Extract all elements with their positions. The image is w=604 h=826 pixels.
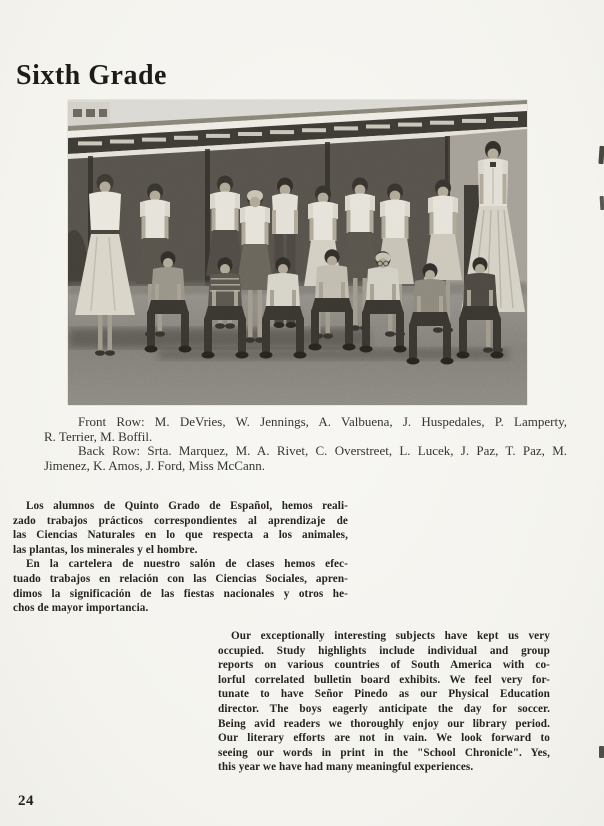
- class-photo-illustration: [68, 100, 527, 405]
- scan-artifact-3: [599, 746, 604, 758]
- caption-back-row: Back Row: Srta. Marquez, M. A. Rivet, C. Overstreet, L. Lucek, J. Paz, T. Paz, M. Jimenez, K. Amos, J. Ford, Miss McCann.: [44, 443, 567, 473]
- photo-grain: [68, 100, 527, 405]
- caption-front-row: Front Row: M. DeVries, W. Jennings, A. Valbuena, J. Huspedales, P. Lamperty, R. Terrier, M. Boffil.: [44, 414, 567, 444]
- spanish-paragraph-1: Los alumnos de Quinto Grado de Español, hemos reali- zado trabajos prácticos correspondientes al aprendizaje de las Ciencias Naturales en lo que respecta a los animales, las plantas, los minerales y el hombre.: [13, 500, 348, 556]
- scan-artifact-1: [598, 146, 604, 164]
- class-photo: [68, 100, 527, 405]
- english-paragraph: Our exceptionally interesting subjects have kept us very occupied. Study highlights include individual and group reports on various countries of South America with co- lorful correlated bulletin board exhibits. We feel very for- tunate to have Señor Pinedo as our Physical Education director. The boys eagerly anticipate the day for soccer. Being avid readers we thoroughly enjoy our library period. Our literary efforts are not in vain. We look forward to seeing our words in print in the "School Chronicle". Yes, this year we have had many meaningful experiences.: [218, 630, 550, 774]
- page-number: 24: [18, 793, 34, 809]
- spanish-paragraph-2: En la cartelera de nuestro salón de clases hemos efec- tuado trabajos en relación con las Ciencias Sociales, apren- dimos la significación de las fiestas nacionales y otros he- chos de mayor importancia.: [13, 558, 348, 615]
- photo-caption: [44, 415, 567, 473]
- scan-artifact-2: [600, 196, 604, 210]
- page-title: Sixth Grade: [16, 59, 167, 91]
